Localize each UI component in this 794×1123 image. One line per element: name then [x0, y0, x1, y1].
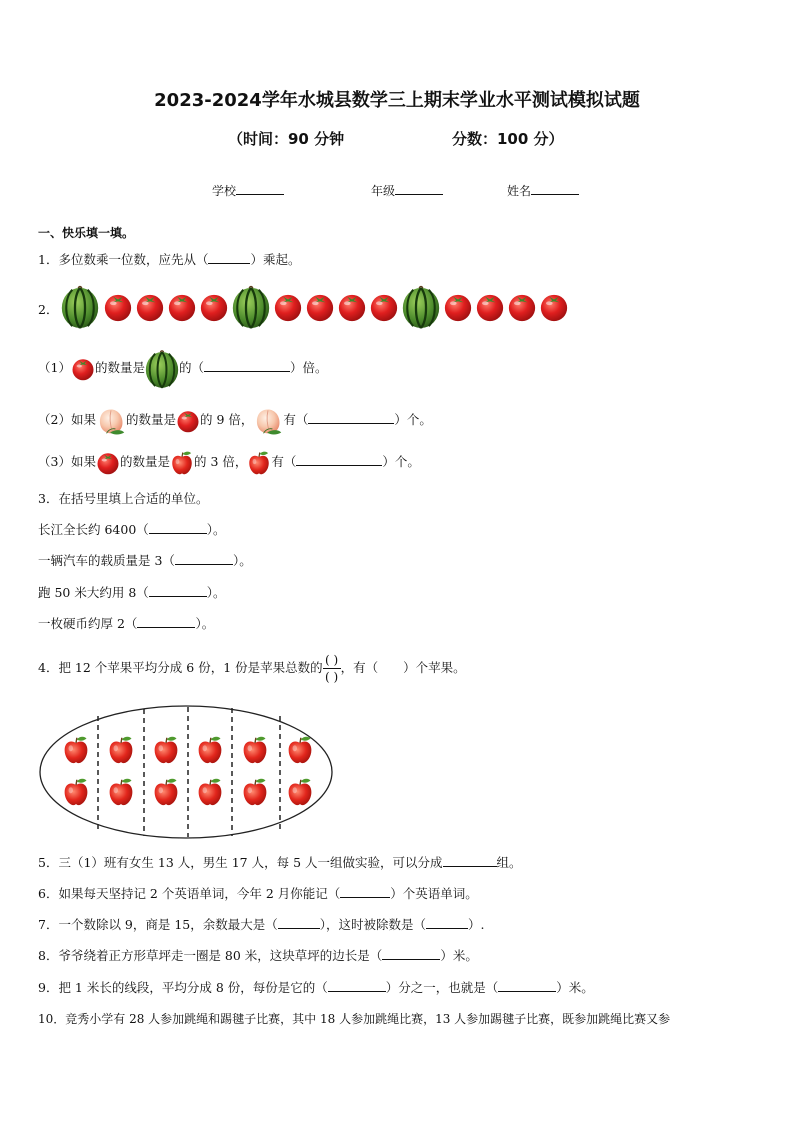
q2-sub3: [38, 442, 420, 482]
q3-item-3-text: 跑 50 米大约用 8（: [38, 585, 149, 600]
exam-time: （时间：90 分钟: [228, 130, 345, 148]
school-label: 学校: [212, 184, 237, 198]
fruit-row: [60, 285, 569, 329]
tomato-icon: [71, 357, 95, 381]
apple-icon: [65, 737, 88, 763]
apple-icon: [247, 450, 271, 476]
tomato-icon: [135, 292, 165, 322]
apple-icon: [110, 737, 133, 763]
apple-icon: [199, 779, 222, 805]
q3-item-3-blank[interactable]: [149, 584, 207, 597]
q3-item-2-blank[interactable]: [175, 552, 233, 565]
q4-after: ，有（ ）个苹果。: [340, 660, 466, 675]
question-5: [38, 853, 522, 871]
oval-outline: [40, 706, 332, 838]
apple-groups-figure: [38, 704, 334, 840]
tomato-icon: [305, 292, 335, 322]
apple-icon: [65, 779, 88, 805]
q9-after: ）米。: [556, 980, 594, 995]
watermelon-icon: [231, 285, 271, 329]
q5-blank[interactable]: [443, 854, 497, 867]
q2-sub3-end: ）个。: [382, 454, 420, 469]
q2-sub2: [38, 400, 432, 440]
tomato-icon: [176, 409, 200, 433]
fraction-numerator: ( ): [325, 653, 339, 667]
tomato-icon: [167, 292, 197, 322]
q5-text: 5．三（1）班有女生 13 人，男生 17 人，每 5 人一组做实验，可以分成: [38, 855, 443, 870]
school-field: [212, 182, 284, 199]
q2-sub2-tail: 的 9 倍，: [199, 412, 254, 427]
q2-sub3-tail2: 有（: [271, 454, 297, 469]
q3-item-1-end: ）。: [206, 522, 226, 537]
fraction-blank[interactable]: [323, 653, 341, 684]
apple-icon: [110, 779, 133, 805]
grade-field: [371, 182, 443, 199]
q1-blank[interactable]: [208, 251, 250, 264]
question-6: [38, 884, 478, 902]
watermelon-icon: [145, 349, 179, 389]
apple-icon: [289, 737, 312, 763]
apple-icon: [244, 779, 267, 805]
q7-after: ）.: [468, 917, 485, 932]
q9-mid: ）分之一，也就是（: [385, 980, 499, 995]
q2-sub3-lead: （3）如果: [38, 454, 96, 469]
q2-sub1-blank[interactable]: [204, 359, 290, 372]
section-title: 一、快乐填一填。: [38, 226, 135, 240]
fraction-denominator: ( ): [325, 670, 339, 684]
q6-text: 6．如果每天坚持记 2 个英语单词，今年 2 月你能记（: [38, 886, 341, 901]
q3-item-4-text: 一枚硬币约厚 2（: [38, 616, 138, 631]
q2-sub3-mid: 的数量是: [119, 454, 170, 469]
q2-sub2-lead: （2）如果: [38, 412, 96, 427]
q9-blank-2[interactable]: [498, 979, 556, 992]
q3-item-1-blank[interactable]: [149, 521, 207, 534]
q2-sub3-blank[interactable]: [296, 453, 382, 466]
q6-blank[interactable]: [340, 885, 390, 898]
apple-icon: [289, 779, 312, 805]
peach-icon: [96, 404, 126, 438]
q8-text: 8．爷爷绕着正方形草坪走一圈是 80 米，这块草坪的边长是（: [38, 948, 383, 963]
q7-text: 7．一个数除以 9，商是 15，余数最大是（: [38, 917, 278, 932]
q1-text: 1．多位数乘一位数，应先从（: [38, 252, 209, 267]
q3-item-4: [38, 614, 214, 632]
name-label: 姓名: [507, 184, 532, 198]
q3-item-2-text: 一辆汽车的载质量是 3（: [38, 553, 175, 568]
q8-blank[interactable]: [382, 947, 440, 960]
q1-after: ）乘起。: [250, 252, 301, 267]
apple-icon: [170, 450, 194, 476]
tomato-icon: [103, 292, 133, 322]
apple-icon: [155, 779, 178, 805]
q2-sub1-lead: （1）: [38, 360, 71, 375]
grade-label: 年级: [371, 184, 396, 198]
tomato-icon: [475, 292, 505, 322]
q3-item-2-end: ）。: [232, 553, 252, 568]
q3-item-3-end: ）。: [206, 585, 226, 600]
q2-number: 2．: [38, 302, 59, 317]
question-9: [38, 978, 594, 996]
q2-sub2-mid: 的数量是: [125, 412, 176, 427]
question-3: 3．在括号里填上合适的单位。: [38, 491, 209, 506]
q8-after: ）米。: [440, 948, 478, 963]
q5-after: 组。: [496, 855, 522, 870]
apple-icon: [155, 737, 178, 763]
question-1: [38, 250, 300, 268]
q7-blank-1[interactable]: [278, 916, 320, 929]
tomato-icon: [199, 292, 229, 322]
grade-blank[interactable]: [395, 182, 443, 195]
q2-sub1-end: ）倍。: [289, 360, 328, 375]
tomato-icon: [539, 292, 569, 322]
q2-sub3-tail: 的 3 倍，: [193, 454, 248, 469]
tomato-icon: [507, 292, 537, 322]
q9-blank-1[interactable]: [328, 979, 386, 992]
name-blank[interactable]: [531, 182, 579, 195]
q3-item-3: [38, 583, 226, 601]
fraction-bar: [323, 668, 341, 669]
q3-item-4-blank[interactable]: [137, 615, 195, 628]
tomato-icon: [369, 292, 399, 322]
q2-sub2-tail2: 有（: [283, 412, 309, 427]
question-4: [38, 648, 466, 688]
q3-item-2: [38, 551, 252, 569]
apple-icon: [199, 737, 222, 763]
tomato-icon: [96, 451, 120, 475]
tomato-icon: [337, 292, 367, 322]
q2-sub2-blank[interactable]: [308, 411, 394, 424]
tomato-icon: [443, 292, 473, 322]
question-8: [38, 946, 478, 964]
q3-item-4-end: ）。: [195, 616, 215, 631]
q2-sub2-end: ）个。: [394, 412, 432, 427]
watermelon-icon: [401, 285, 441, 329]
watermelon-icon: [60, 285, 100, 329]
q3-item-1: [38, 520, 226, 538]
q6-after: ）个英语单词。: [390, 886, 478, 901]
q7-mid: ），这时被除数是（: [319, 917, 427, 932]
exam-score: 分数：100 分）: [452, 130, 564, 148]
q7-blank-2[interactable]: [426, 916, 468, 929]
question-10: 10．竞秀小学有 28 人参加跳绳和踢毽子比赛，其中 18 人参加跳绳比赛，13 人参加踢毽子比赛，既参加跳绳比赛又参: [38, 1012, 671, 1026]
q9-text: 9．把 1 米长的线段，平均分成 8 份，每份是它的（: [38, 980, 328, 995]
name-field: [507, 182, 579, 199]
page-title: 2023-2024学年水城县数学三上期末学业水平测试模拟试题: [154, 90, 640, 111]
question-7: [38, 915, 485, 933]
q2-sub1-tail: 的（: [178, 360, 204, 375]
q3-item-1-text: 长江全长约 6400（: [38, 522, 149, 537]
tomato-icon: [273, 292, 303, 322]
school-blank[interactable]: [236, 182, 284, 195]
apple-icon: [244, 737, 267, 763]
q4-text: 4．把 12 个苹果平均分成 6 份，1 份是苹果总数的: [38, 660, 323, 675]
q2-sub1: [38, 348, 328, 389]
peach-icon: [253, 404, 283, 438]
q2-sub1-mid: 的数量是: [94, 360, 145, 375]
